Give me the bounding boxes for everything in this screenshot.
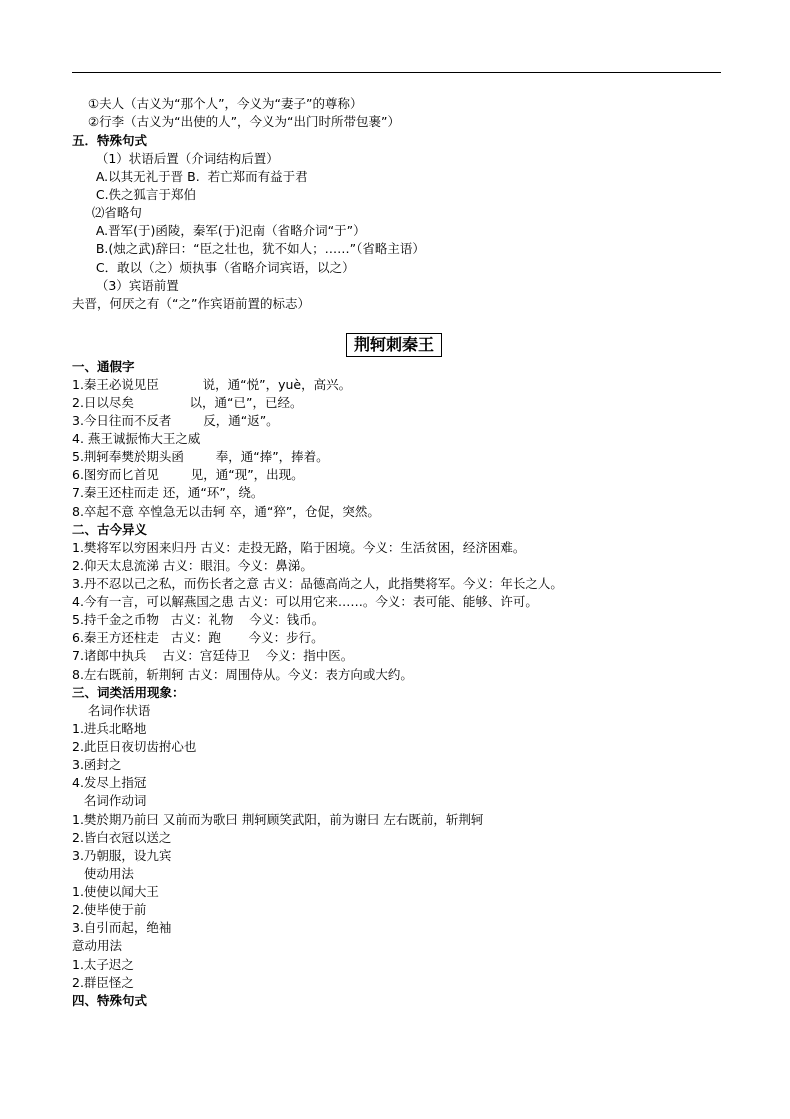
text-line: ⑵省略句 [72, 205, 142, 220]
text-line: 7.诸郎中执兵 古义：宫廷侍卫 今义：指中医。 [72, 648, 354, 663]
text-line: 7.秦王还柱而走 还，通“环”，绕。 [72, 485, 264, 500]
text-line: 1.樊将军以穷困来归丹 古义：走投无路，陷于困境。今义：生活贫困，经济困难。 [72, 540, 526, 555]
text-line: 4.今有一言，可以解燕国之患 古义：可以用它来……。今义：表可能、能够、许可。 [72, 594, 538, 609]
text-line: 名词作动词 [72, 793, 147, 808]
text-line: （3）宾语前置 [72, 278, 179, 293]
text-line: 3.今日往而不反者 反，通“返”。 [72, 413, 279, 428]
text-line: 4. 燕王诚振怖大王之威 [72, 431, 201, 446]
text-line: 2.仰天太息流涕 古义：眼泪。今义：鼻涕。 [72, 558, 313, 573]
text-line: 1.樊於期乃前曰 又前而为歌曰 荆轲顾笑武阳，前为谢曰 左右既前，斩荆轲 [72, 812, 484, 827]
text-line: 2.使毕使于前 [72, 902, 147, 917]
text-line: 6.秦王方还柱走 古义：跑 今义：步行。 [72, 630, 324, 645]
text-line: 8.左右既前，斩荆轲 古义：周围侍从。今义：表方向或大约。 [72, 667, 413, 682]
text-line: 使动用法 [72, 866, 134, 881]
text-line: 3.乃朝服，设九宾 [72, 848, 172, 863]
text-line: （1）状语后置（介词结构后置） [72, 151, 279, 166]
text-line: A.晋军(于)函陵，秦军(于)氾南（省略介词“于”） [72, 223, 366, 238]
text-line: 5.荆轲奉樊於期头函 奉，通“捧”，捧着。 [72, 449, 329, 464]
text-line: 1.进兵北略地 [72, 721, 147, 736]
text-line: 6.图穷而匕首见 见，通“现”，出现。 [72, 467, 304, 482]
section-heading: 二、古今异义 [72, 522, 148, 537]
text-line: C.佚之狐言于郑伯 [72, 187, 197, 202]
text-line: 4.发尽上指冠 [72, 775, 147, 790]
text-line: 2.群臣怪之 [72, 975, 134, 990]
text-line: 8.卒起不意 卒惶急无以击轲 卒，通“猝”，仓促，突然。 [72, 504, 380, 519]
text-line: 1.使使以闻大王 [72, 884, 159, 899]
text-line: ②行李（古义为“出使的人”，今义为“出门时所带包裹”） [72, 114, 401, 129]
text-line: 2.皆白衣冠以送之 [72, 830, 172, 845]
header-rule [72, 72, 721, 73]
section-heading: 四、特殊句式 [72, 993, 148, 1008]
text-line: B.(烛之武)辞曰：“臣之壮也，犹不如人；……”（省略主语） [72, 241, 425, 256]
text-line: 2.日以尽矣 以，通“已”，已经。 [72, 395, 303, 410]
section-heading: 一、通假字 [72, 359, 135, 374]
text-line: C．敢以（之）烦执事（省略介词宾语，以之） [72, 260, 355, 275]
text-line: 2.此臣日夜切齿拊心也 [72, 739, 197, 754]
text-line: A.以其无礼于晋 B. 若亡郑而有益于君 [72, 169, 308, 184]
text-line: ①夫人（古义为“那个人”，今义为“妻子”的尊称） [72, 96, 363, 111]
text-line: 1.太子迟之 [72, 957, 134, 972]
section-heading: 三、词类活用现象： [72, 685, 185, 700]
text-line: 名词作状语 [72, 703, 151, 718]
section-heading: 五．特殊句式 [72, 133, 148, 148]
text-line: 5.持千金之币物 古义：礼物 今义：钱币。 [72, 612, 325, 627]
text-line: 意动用法 [72, 938, 123, 953]
text-line: 1.秦王必说见臣 说，通“悦”，yuè，高兴。 [72, 377, 352, 392]
text-line: 3.自引而起，绝袖 [72, 920, 172, 935]
page-title: 荆轲刺秦王 [346, 333, 442, 357]
text-line: 3.函封之 [72, 757, 122, 772]
text-line: 3.丹不忍以己之私，而伤长者之意 古义：品德高尚之人，此指樊将军。今义：年长之人。 [72, 576, 563, 591]
text-line: 夫晋，何厌之有（“之”作宾语前置的标志） [72, 296, 310, 311]
